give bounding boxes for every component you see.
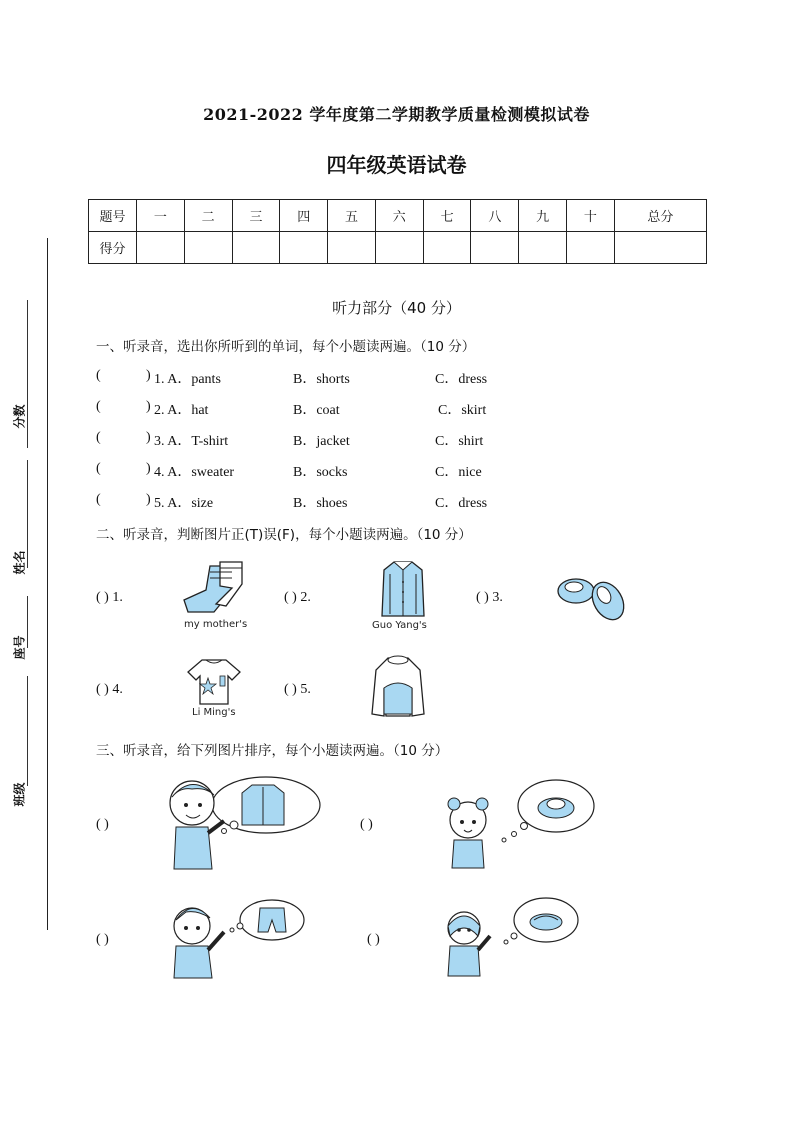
score-entry-cell[interactable]	[471, 232, 519, 264]
class-line	[27, 676, 28, 786]
answer-blank[interactable]: ( )	[367, 932, 380, 947]
score-entry-cell[interactable]	[280, 232, 328, 264]
name-line	[27, 460, 28, 568]
girl-thinking-cap-icon	[442, 896, 582, 982]
name-label: 姓名	[12, 550, 27, 575]
table-cell: 总分	[614, 200, 706, 232]
table-cell: 得分	[89, 232, 137, 264]
shoes-icon	[556, 565, 626, 625]
score-entry-cell[interactable]	[184, 232, 232, 264]
score-line	[27, 300, 28, 448]
tshirt-icon	[186, 658, 242, 706]
answer-blank[interactable]: )	[146, 399, 151, 414]
answer-blank[interactable]: ( ) 5.	[284, 682, 311, 697]
table-cell: 九	[519, 200, 567, 232]
score-table-header-row	[89, 200, 707, 232]
item-caption: my mother's	[184, 619, 248, 630]
answer-blank[interactable]: ( ) 2.	[284, 590, 311, 605]
answer-blank[interactable]: ( )	[360, 817, 373, 832]
score-label: 分数	[12, 404, 27, 429]
table-cell: 二	[184, 200, 232, 232]
class-label: 班级	[12, 782, 27, 807]
answer-blank[interactable]: ( )	[96, 817, 109, 832]
score-entry-cell[interactable]	[137, 232, 185, 264]
boy-thinking-shorts-icon	[168, 898, 308, 982]
score-table	[88, 199, 707, 264]
table-cell: 三	[232, 200, 280, 232]
score-table-score-row	[89, 232, 707, 264]
answer-blank[interactable]: )	[146, 461, 151, 476]
part3-instruction: 三、听录音，给下列图片排序，每个小题读两遍。（10 分）	[96, 743, 449, 759]
table-cell: 题号	[89, 200, 137, 232]
girl-thinking-hat-icon	[438, 776, 598, 872]
boy-thinking-jacket-icon	[162, 773, 326, 873]
item-caption: Guo Yang's	[372, 620, 427, 631]
part1-instruction: 一、听录音，选出你所听到的单词，每个小题读两遍。（10 分）	[96, 339, 476, 355]
score-entry-cell[interactable]	[232, 232, 280, 264]
answer-blank[interactable]: )	[146, 492, 151, 507]
table-cell: 八	[471, 200, 519, 232]
listening-heading: 听力部分（40 分）	[332, 299, 461, 317]
score-entry-cell[interactable]	[567, 232, 615, 264]
score-entry-cell[interactable]	[423, 232, 471, 264]
answer-blank[interactable]: ( ) 4.	[96, 682, 123, 697]
answer-blank[interactable]: ( ) 1.	[96, 590, 123, 605]
shirt-icon	[378, 560, 428, 620]
answer-blank[interactable]: ( ) 3.	[476, 590, 503, 605]
table-cell: 一	[137, 200, 185, 232]
table-cell: 六	[375, 200, 423, 232]
seat-label: 座号	[12, 635, 27, 660]
seat-line	[27, 596, 28, 648]
part2-instruction: 二、听录音，判断图片正(T)误(F)，每个小题读两遍。（10 分）	[96, 527, 472, 543]
score-entry-cell[interactable]	[519, 232, 567, 264]
score-entry-cell[interactable]	[328, 232, 376, 264]
table-cell: 四	[280, 200, 328, 232]
score-entry-cell[interactable]	[614, 232, 706, 264]
answer-blank[interactable]: ( )	[96, 932, 109, 947]
dress-icon	[368, 654, 428, 720]
socks-icon	[180, 560, 250, 620]
table-cell: 七	[423, 200, 471, 232]
table-cell: 十	[567, 200, 615, 232]
exam-subtitle: 四年级英语试卷	[326, 153, 467, 177]
table-cell: 五	[328, 200, 376, 232]
binding-line	[47, 238, 48, 930]
exam-title: 2021-2022 学年度第二学期教学质量检测模拟试卷	[203, 105, 590, 124]
answer-blank[interactable]: )	[146, 430, 151, 445]
item-caption: Li Ming's	[192, 707, 236, 718]
answer-blank[interactable]: )	[146, 368, 151, 383]
score-entry-cell[interactable]	[375, 232, 423, 264]
